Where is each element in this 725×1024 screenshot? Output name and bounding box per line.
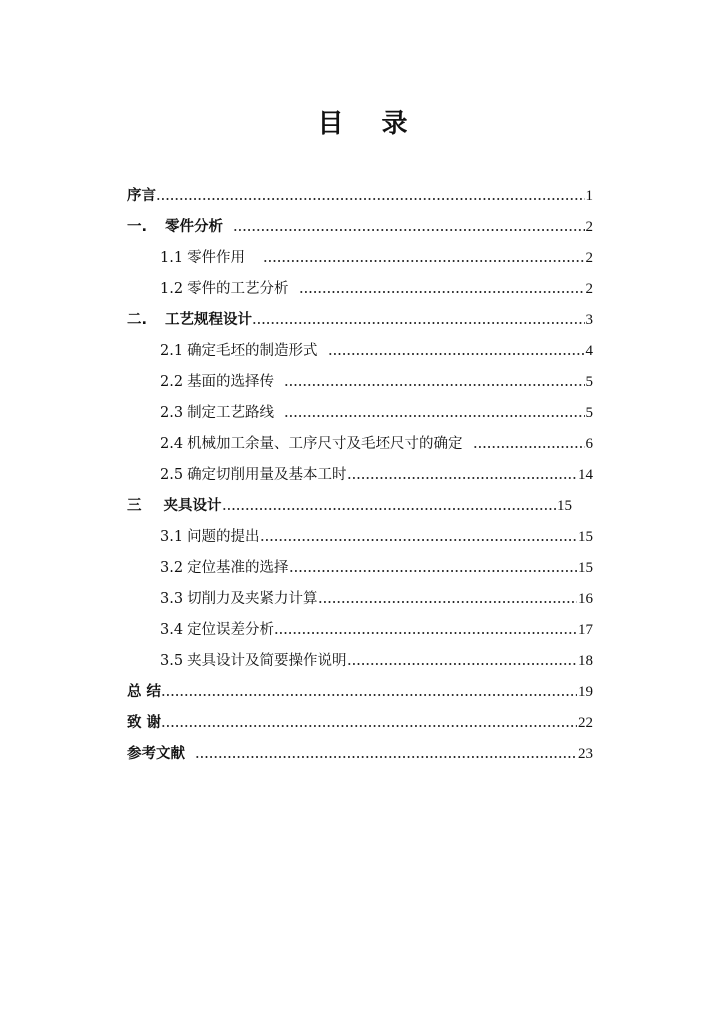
toc-page-number: 2 bbox=[585, 219, 593, 235]
page-title bbox=[0, 104, 725, 144]
toc-entry-3-1[interactable] bbox=[127, 522, 593, 553]
toc-dot-leader bbox=[284, 367, 584, 398]
toc-page-number: 4 bbox=[585, 343, 593, 359]
toc-entry-label: 夹具设计 bbox=[163, 498, 222, 514]
toc-dot-leader bbox=[222, 491, 557, 522]
toc-entry-number: 1.1 bbox=[160, 250, 184, 266]
toc-entry-number: 三 bbox=[127, 498, 142, 514]
toc-dot-leader bbox=[195, 739, 577, 770]
toc-entry-number: 1.2 bbox=[160, 281, 184, 297]
toc-entry-number: 2.3 bbox=[160, 405, 184, 421]
toc-entry-fixture-design[interactable] bbox=[127, 491, 572, 522]
toc-entry-label: 夹具设计及简要操作说明 bbox=[187, 653, 347, 669]
toc-dot-leader bbox=[284, 398, 584, 429]
toc-entry-label: 确定毛坯的制造形式 bbox=[187, 343, 318, 359]
toc-dot-leader bbox=[263, 243, 584, 274]
toc-entry-label: 切削力及夹紧力计算 bbox=[187, 591, 318, 607]
toc-entry-acknowledgements[interactable] bbox=[127, 708, 593, 739]
toc-entry-number: 一. bbox=[127, 219, 148, 235]
toc-entry-label: 问题的提出 bbox=[187, 529, 260, 545]
toc-entry-preface[interactable] bbox=[127, 181, 593, 212]
toc-entry-part-analysis[interactable] bbox=[127, 212, 593, 243]
toc-entry-2-4[interactable] bbox=[127, 429, 593, 460]
toc-dot-leader bbox=[473, 429, 585, 460]
toc-entry-number: 3.4 bbox=[160, 622, 184, 638]
toc-dot-leader bbox=[233, 212, 584, 243]
toc-entry-2-1[interactable] bbox=[127, 336, 593, 367]
toc-entry-2-2[interactable] bbox=[127, 367, 593, 398]
toc-entry-label: 定位误差分析 bbox=[187, 622, 275, 638]
toc-entry-label: 零件的工艺分析 bbox=[187, 281, 289, 297]
toc-dot-leader bbox=[161, 677, 577, 708]
toc-entry-3-2[interactable] bbox=[127, 553, 593, 584]
toc-page-number: 5 bbox=[585, 374, 593, 390]
toc-entry-process-design[interactable] bbox=[127, 305, 593, 336]
toc-page-number: 17 bbox=[578, 622, 593, 638]
toc-entry-label: 致 谢 bbox=[127, 715, 162, 731]
toc-entry-2-5[interactable] bbox=[127, 460, 593, 491]
toc-dot-leader bbox=[299, 274, 585, 305]
toc-entry-number: 二. bbox=[127, 312, 148, 328]
toc-dot-leader bbox=[161, 708, 577, 739]
toc-page-number: 18 bbox=[578, 653, 593, 669]
page-title-char-2: 录 bbox=[381, 109, 408, 139]
toc-entry-number: 3.3 bbox=[160, 591, 184, 607]
toc-entry-number: 3.2 bbox=[160, 560, 184, 576]
toc-dot-leader bbox=[328, 336, 585, 367]
toc-entry-label: 确定切削用量及基本工时 bbox=[187, 467, 347, 483]
toc-page-number: 14 bbox=[578, 467, 593, 483]
toc-page-number: 2 bbox=[585, 250, 593, 266]
toc-page-number: 5 bbox=[585, 405, 593, 421]
toc-page-number: 23 bbox=[578, 746, 593, 762]
toc-page-number: 16 bbox=[578, 591, 593, 607]
toc-entry-3-3[interactable] bbox=[127, 584, 593, 615]
table-of-contents bbox=[127, 181, 593, 770]
toc-entry-references[interactable] bbox=[127, 739, 593, 770]
toc-page-number: 22 bbox=[578, 715, 593, 731]
toc-entry-label: 基面的选择传 bbox=[187, 374, 275, 390]
toc-entry-summary[interactable] bbox=[127, 677, 593, 708]
toc-entry-label: 总 结 bbox=[127, 684, 162, 700]
toc-entry-label: 零件作用 bbox=[187, 250, 246, 266]
toc-entry-label: 参考文献 bbox=[127, 746, 185, 762]
toc-entry-3-5[interactable] bbox=[127, 646, 593, 677]
toc-page-number: 3 bbox=[585, 312, 593, 328]
toc-entry-label: 工艺规程设计 bbox=[165, 312, 253, 328]
toc-entry-label: 机械加工余量、工序尺寸及毛坯尺寸的确定 bbox=[187, 436, 463, 452]
toc-page-number: 19 bbox=[578, 684, 593, 700]
toc-dot-leader bbox=[156, 181, 585, 212]
toc-page-number: 15 bbox=[578, 560, 593, 576]
toc-dot-leader bbox=[260, 522, 577, 553]
toc-entry-1-2[interactable] bbox=[127, 274, 593, 305]
toc-entry-number: 2.1 bbox=[160, 343, 184, 359]
toc-dot-leader bbox=[274, 615, 577, 646]
toc-entry-number: 2.2 bbox=[160, 374, 184, 390]
toc-page-number: 1 bbox=[585, 188, 593, 204]
toc-entry-number: 3.5 bbox=[160, 653, 184, 669]
toc-dot-leader bbox=[289, 553, 577, 584]
toc-entry-number: 2.4 bbox=[160, 436, 184, 452]
toc-dot-leader bbox=[347, 460, 577, 491]
toc-dot-leader bbox=[347, 646, 577, 677]
toc-entry-label: 零件分析 bbox=[165, 219, 224, 235]
toc-entry-1-1[interactable] bbox=[127, 243, 593, 274]
toc-dot-leader bbox=[318, 584, 577, 615]
toc-entry-label: 序言 bbox=[127, 188, 156, 204]
toc-page-number: 15 bbox=[578, 529, 593, 545]
toc-page-number: 2 bbox=[585, 281, 593, 297]
toc-page-number: 6 bbox=[585, 436, 593, 452]
toc-entry-number: 3.1 bbox=[160, 529, 184, 545]
toc-page-number: 15 bbox=[557, 498, 572, 514]
toc-entry-label: 制定工艺路线 bbox=[187, 405, 275, 421]
toc-entry-2-3[interactable] bbox=[127, 398, 593, 429]
toc-entry-number: 2.5 bbox=[160, 467, 184, 483]
toc-entry-label: 定位基准的选择 bbox=[187, 560, 289, 576]
page-title-char-1: 目 bbox=[317, 109, 344, 139]
toc-entry-3-4[interactable] bbox=[127, 615, 593, 646]
toc-dot-leader bbox=[252, 305, 584, 336]
